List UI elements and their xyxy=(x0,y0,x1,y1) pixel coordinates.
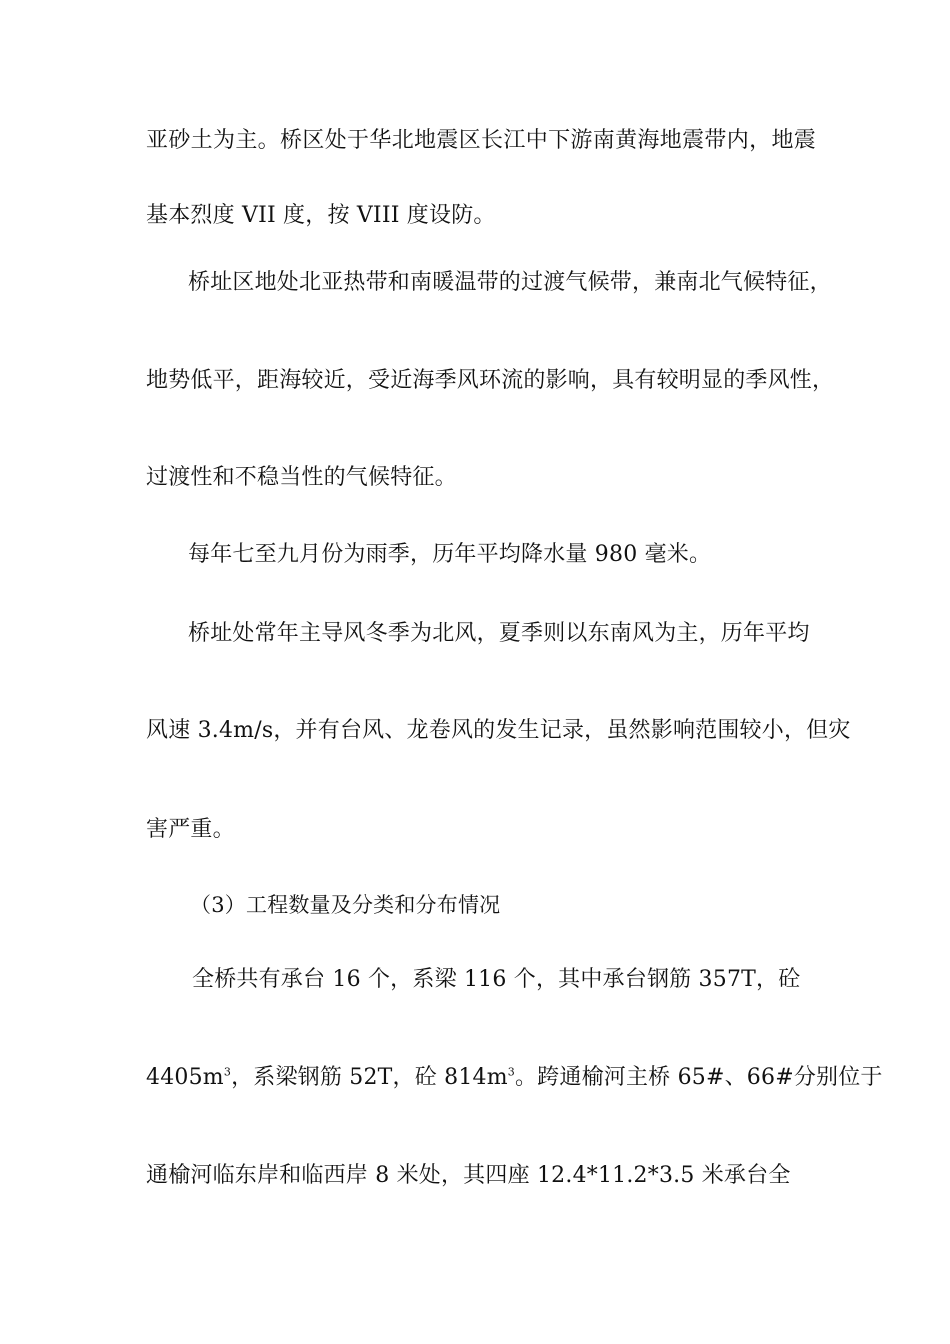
paragraph-line-4: 地势低平，距海较近，受近海季风环流的影响，具有较明显的季风性， xyxy=(146,368,835,393)
paragraph-line-8: 风速 3.4m/s，并有台风、龙卷风的发生记录，虽然影响范围较小，但灾 xyxy=(146,718,851,743)
line-12-part-c: 。跨通榆河主桥 65#、66#分别位于 xyxy=(514,1065,883,1090)
superscript-cubic-1: 3 xyxy=(223,1065,232,1079)
line-12-part-b: ，系梁钢筋 52T，砼 814m xyxy=(231,1065,508,1090)
paragraph-line-5: 过渡性和不稳当性的气候特征。 xyxy=(146,465,457,490)
paragraph-line-9: 害严重。 xyxy=(146,817,235,842)
paragraph-line-13: 通榆河临东岸和临西岸 8 米处，其四座 12.4*11.2*3.5 米承台全 xyxy=(146,1163,791,1188)
paragraph-line-2: 基本烈度 VII 度，按 VIII 度设防。 xyxy=(146,203,496,228)
paragraph-line-1: 亚砂土为主。桥区处于华北地震区长江中下游南黄海地震带内，地震 xyxy=(146,128,816,153)
paragraph-line-3: 桥址区地处北亚热带和南暖温带的过渡气候带，兼南北气候特征， xyxy=(188,270,832,295)
section-heading: （3）工程数量及分类和分布情况 xyxy=(190,893,501,917)
line-12-part-a: 4405m xyxy=(146,1065,224,1090)
paragraph-line-7: 桥址处常年主导风冬季为北风，夏季则以东南风为主，历年平均 xyxy=(188,621,810,646)
paragraph-line-6: 每年七至九月份为雨季，历年平均降水量 980 毫米。 xyxy=(188,542,712,567)
paragraph-line-11: 全桥共有承台 16 个，系梁 116 个，其中承台钢筋 357T，砼 xyxy=(192,967,801,992)
paragraph-line-12 xyxy=(146,1063,883,1093)
superscript-cubic-2: 3 xyxy=(507,1065,515,1079)
